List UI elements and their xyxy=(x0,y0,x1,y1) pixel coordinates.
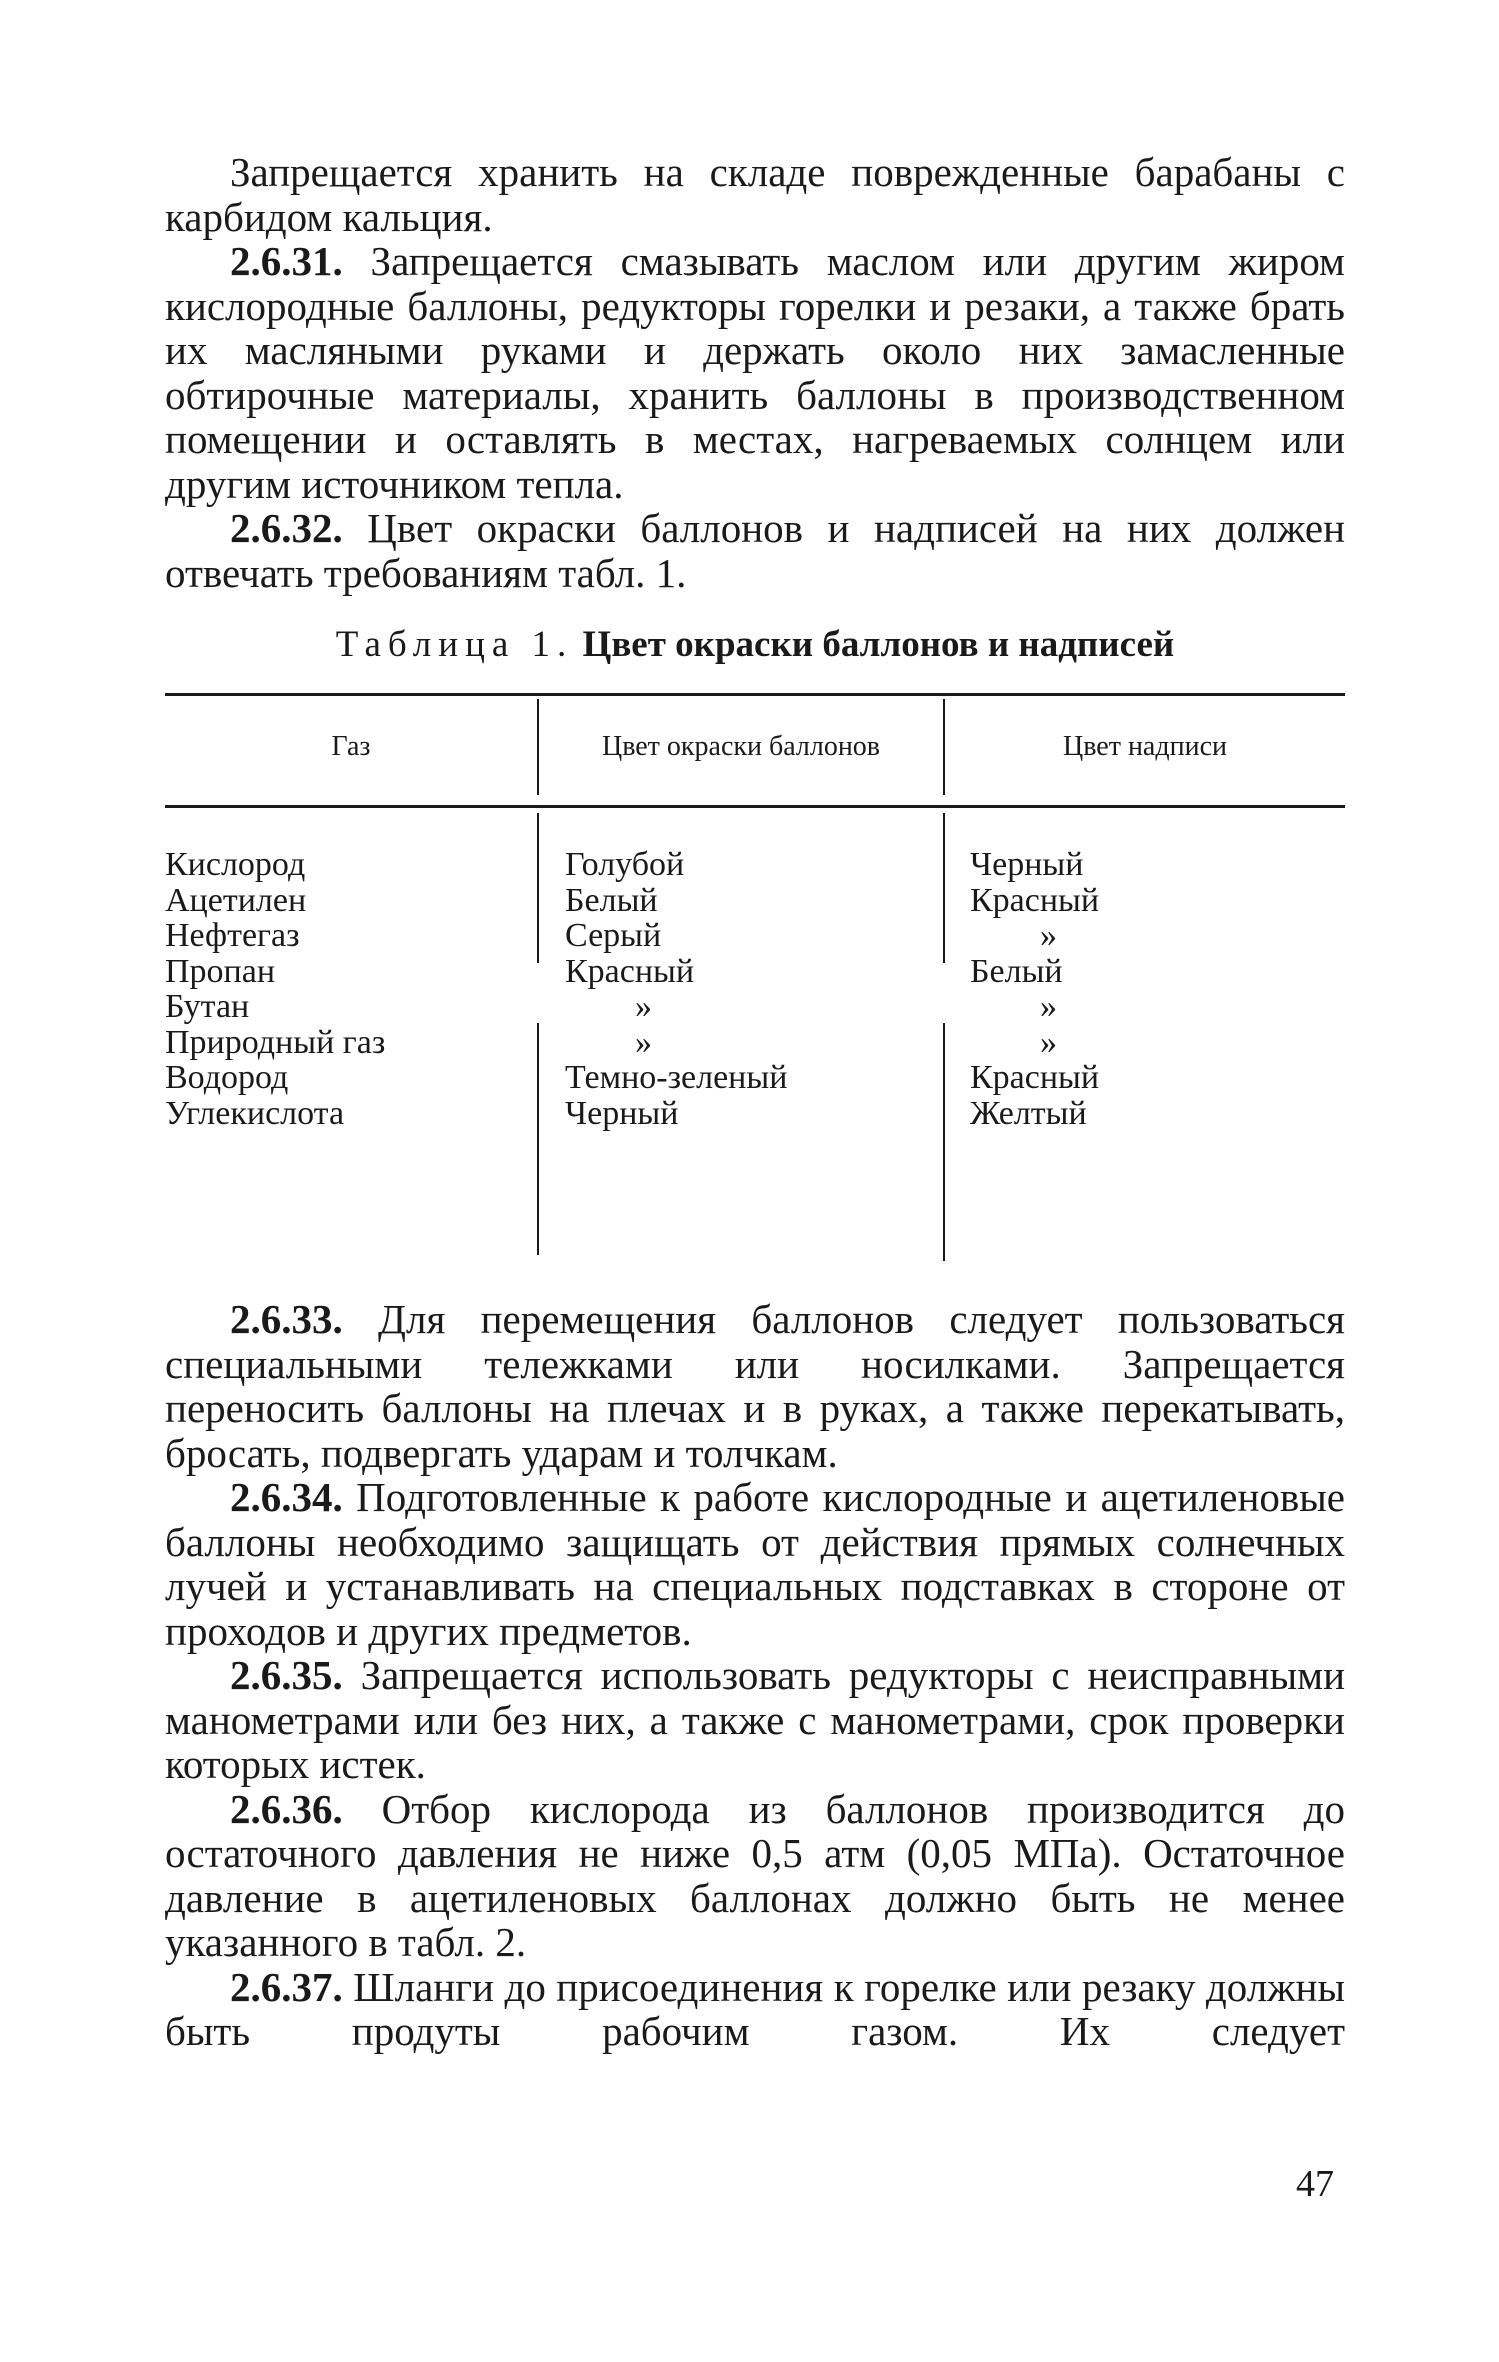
column-gas xyxy=(165,847,385,1131)
gas-name: Кислород xyxy=(165,846,306,883)
page-content xyxy=(165,150,1345,2054)
paragraph-2-6-32: 2.6.32. Цвет окраски баллонов и надписей на них должен отвечать требованиям табл. 1. xyxy=(165,505,1346,596)
paragraph-2-6-37: 2.6.37. Шланги до присоединения к горелке или резаку должны быть продуты рабочим газом. Их следует xyxy=(165,1963,1346,2054)
paragraph-intro: Запрещается хранить на складе поврежденные барабаны с карбидом кальция. xyxy=(165,149,1345,240)
header-label-color: Цвет надписи xyxy=(1063,731,1227,762)
cylinder-color: » xyxy=(635,988,652,1025)
section-number: 2.6.34. xyxy=(230,1474,343,1520)
table-caption-title: Цвет окраски баллонов и надписей xyxy=(582,624,1175,665)
section-number: 2.6.37. xyxy=(230,1963,343,2010)
table-divider xyxy=(537,813,539,963)
label-color: Красный xyxy=(970,881,1100,919)
table-caption xyxy=(165,623,1345,667)
table-divider xyxy=(943,813,945,963)
header-cylinder-color: Цвет окраски баллонов xyxy=(601,731,881,762)
gas-name: Природный газ xyxy=(165,1023,386,1061)
gas-name: Пропан xyxy=(165,952,276,990)
column-label-color xyxy=(970,847,1099,1131)
section-number: 2.6.36. xyxy=(230,1785,343,1832)
label-color: » xyxy=(1040,988,1057,1025)
cylinder-color: Серый xyxy=(565,917,662,954)
paragraph-2-6-34: 2.6.34. Подготовленные к работе кислородные и ацетиленовые баллоны необходимо защищать от действия прямых солнечных лучей и устанавливать на специальных подставках в стороне от проходов и других предметов. xyxy=(165,1474,1345,1654)
label-color: » xyxy=(1040,1023,1057,1061)
label-color: Белый xyxy=(970,952,1063,990)
paragraph-2-6-31: 2.6.31. Запрещается смазывать маслом или другим жиром кислородные баллоны, редукторы горелки и резаки, а также брать их масляными руками и держать около них замасленные обтирочные материалы, хранить баллоны в производственном помещении и оставлять в местах, нагреваемых солнцем или другим источником тепла. xyxy=(165,238,1346,507)
table-divider xyxy=(537,1023,539,1255)
table-divider xyxy=(943,1023,945,1261)
gas-name: Бутан xyxy=(165,988,250,1025)
header-gas: Газ xyxy=(331,731,371,762)
label-color: Желтый xyxy=(970,1094,1087,1132)
gas-name: Водород xyxy=(165,1059,289,1096)
section-number: 2.6.35. xyxy=(230,1652,343,1698)
paragraph-2-6-33: 2.6.33. Для перемещения баллонов следует пользоваться специальными тележками или носилками. Запрещается переносить баллоны на плечах и в руках, а также перекатывать, бросать, подвергать ударам и толчкам. xyxy=(165,1296,1346,1476)
paragraph-2-6-36: 2.6.36. Отбор кислорода из баллонов производится до остаточного давления не ниже 0,5 атм (0,05 МПа). Остаточное давление в ацетиленовых баллонах должно быть не менее указанного в табл. 2. xyxy=(165,1785,1346,1965)
gas-name: Углекислота xyxy=(165,1094,345,1132)
label-color: Красный xyxy=(970,1059,1100,1096)
table-header-rule xyxy=(165,805,1345,808)
page-number: 47 xyxy=(1296,2163,1334,2205)
gas-name: Нефтегаз xyxy=(165,917,300,954)
label-color: » xyxy=(1040,917,1057,954)
table-top-rule xyxy=(165,693,1345,696)
cylinder-color: Голубой xyxy=(565,846,685,883)
table-caption-label: Таблица 1. xyxy=(335,624,574,665)
section-number: 2.6.31. xyxy=(230,238,343,284)
section-number: 2.6.33. xyxy=(230,1296,343,1342)
paragraph-2-6-35: 2.6.35. Запрещается использовать редукторы с неисправными манометрами или без них, а также с манометрами, срок проверки которых истек. xyxy=(165,1652,1346,1787)
cylinder-color: Красный xyxy=(565,952,695,990)
gas-color-table xyxy=(165,693,1345,1263)
cylinder-color: » xyxy=(635,1023,652,1061)
section-number: 2.6.32. xyxy=(230,505,343,551)
gas-name: Ацетилен xyxy=(165,881,307,919)
label-color: Черный xyxy=(970,846,1084,883)
cylinder-color: Темно-зеленый xyxy=(565,1059,788,1096)
cylinder-color: Черный xyxy=(565,1094,679,1132)
column-cylinder-color xyxy=(565,847,787,1131)
cylinder-color: Белый xyxy=(565,881,658,919)
